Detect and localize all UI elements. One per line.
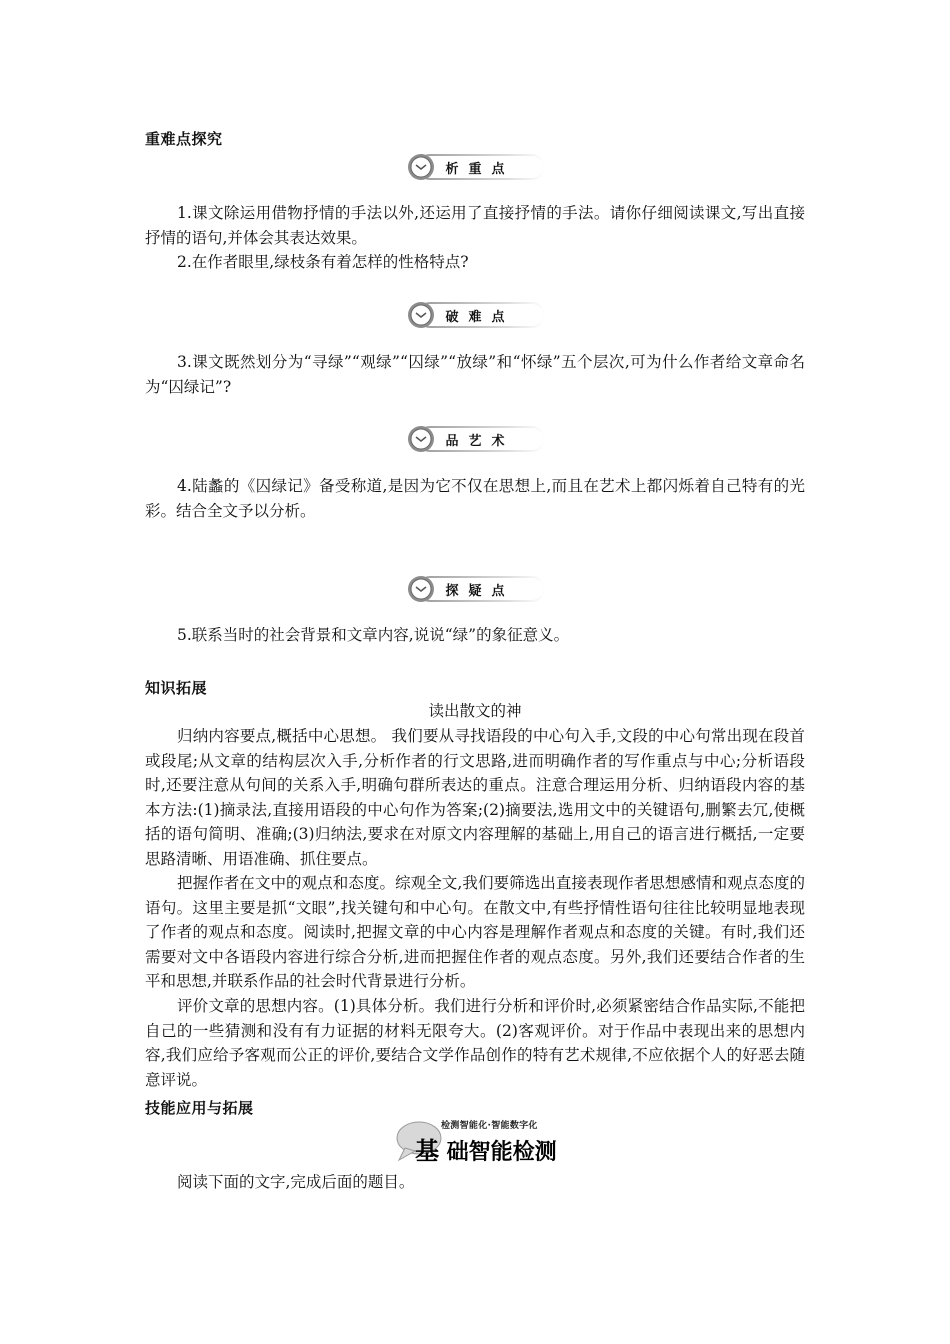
banner-label: 品艺术 bbox=[445, 434, 515, 449]
banner-label: 探疑点 bbox=[445, 584, 515, 599]
question-5: 5.联系当时的社会背景和文章内容,说说“绿”的象征意义。 bbox=[177, 626, 570, 644]
reading-instruction: 阅读下面的文字,完成后面的题目。 bbox=[177, 1173, 415, 1191]
question-4: 4.陆蠡的《囚绿记》备受称道,是因为它不仅在思想上,而且在艺术上都闪烁着自己特有的光彩。结合全文予以分析。 bbox=[145, 477, 805, 520]
question-2: 2.在作者眼里,绿枝条有着怎样的性格特点? bbox=[177, 253, 469, 271]
banner-label: 破难点 bbox=[445, 310, 515, 325]
banner-appreciate-art bbox=[405, 424, 545, 454]
logo-rest: 础智能检测 bbox=[446, 1140, 557, 1165]
article-paragraph-1: 归纳内容要点,概括中心思想。 我们要从寻找语段的中心句入手,文段的中心句常出现在段首或段尾;从文章的结构层次入手,分析作者的行文思路,进而明确作者的写作重点与中心;分析语段时,还要注意从句间的关系入手,明确句群所表达的重点。注意合理运用分析、归纳语段内容的基本方法:(1)摘录法,直接用语段的中心句作为答案;(2)摘要法,选用文中的关键语句,删繁去冗,使概括的语句简明、准确;(3)归纳法,要求在对原文内容理解的基础上,用自己的语言进行概括,一定要思路清晰、用语准确、抓住要点。 bbox=[145, 727, 805, 868]
logo-tagline: 检测智能化·智能数字化 bbox=[441, 1121, 538, 1131]
section-heading-skills: 技能应用与拓展 bbox=[145, 1099, 254, 1117]
section-heading-extension: 知识拓展 bbox=[145, 679, 208, 697]
article-title: 读出散文的神 bbox=[428, 702, 522, 720]
banner-break-difficulties bbox=[405, 300, 545, 330]
banner-analyze-key-points bbox=[405, 152, 545, 182]
article-paragraph-3: 评价文章的思想内容。(1)具体分析。我们进行分析和评价时,必须紧密结合作品实际,不能把自己的一些猜测和没有有力证据的材料无限夸大。(2)客观评价。对于作品中表现出来的思想内容,我们应给予客观而公正的评价,要结合文学作品创作的特有艺术规律,不应依据个人的好恶去随意评说。 bbox=[145, 997, 805, 1089]
logo-title bbox=[415, 1131, 557, 1166]
section-heading-key-points: 重难点探究 bbox=[145, 130, 223, 148]
banner-explore-doubts bbox=[405, 574, 545, 604]
logo-first-char: 基 bbox=[415, 1137, 439, 1165]
smart-test-logo bbox=[395, 1116, 565, 1165]
banner-label: 析重点 bbox=[445, 162, 515, 177]
question-1: 1.课文除运用借物抒情的手法以外,还运用了直接抒情的手法。请你仔细阅读课文,写出直接抒情的语句,并体会其表达效果。 bbox=[145, 204, 805, 247]
question-3: 3.课文既然划分为“寻绿”“观绿”“囚绿”“放绿”和“怀绿”五个层次,可为什么作者给文章命名为“囚绿记”? bbox=[145, 353, 805, 396]
article-paragraph-2: 把握作者在文中的观点和态度。综观全文,我们要筛选出直接表现作者思想感情和观点态度的语句。这里主要是抓“文眼”,找关键句和中心句。在散文中,有些抒情性语句往往比较明显地表现了作者的观点和态度。阅读时,把握文章的中心内容是理解作者观点和态度的关键。有时,我们还需要对文中各语段内容进行综合分析,进而把握住作者的观点态度。另外,我们还要结合作者的生平和思想,并联系作品的社会时代背景进行分析。 bbox=[145, 874, 805, 990]
